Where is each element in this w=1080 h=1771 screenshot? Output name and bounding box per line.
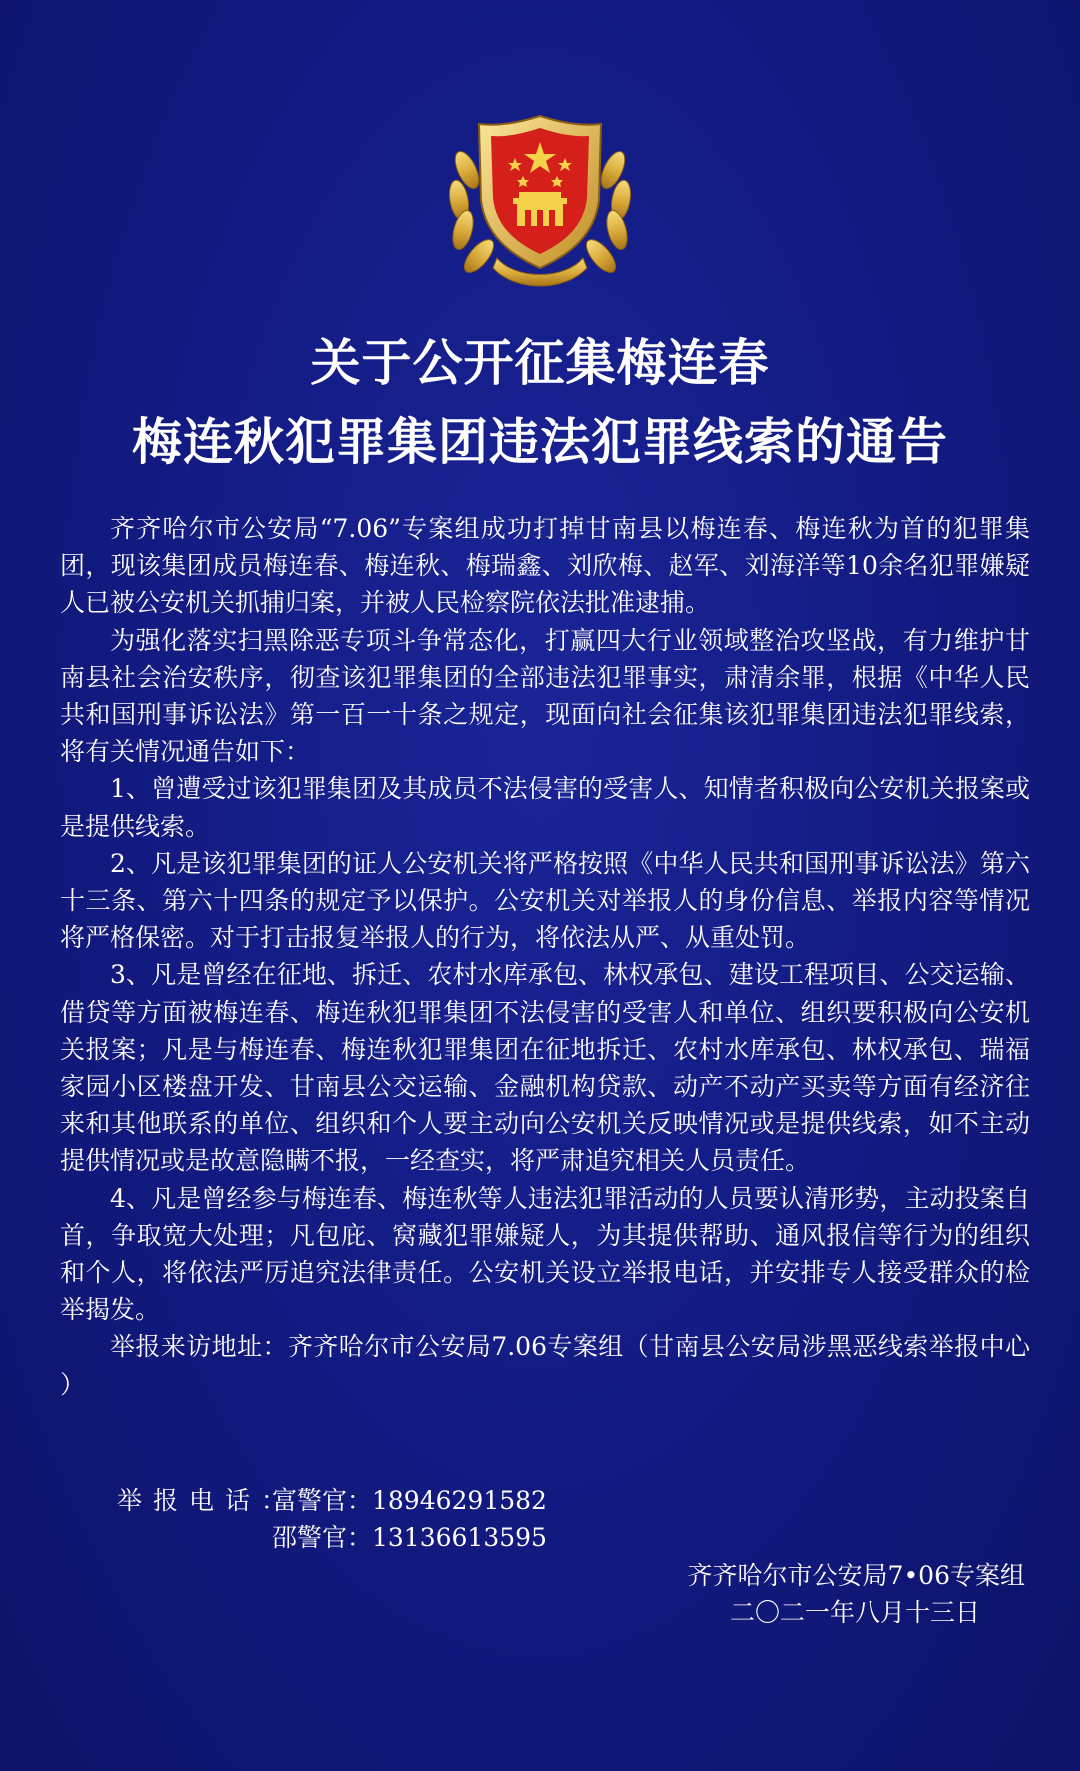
contact-line-2 xyxy=(60,1519,1040,1556)
paragraph-item-3: 3、凡是曾经在征地、拆迁、农村水库承包、林权承包、建设工程项目、公交运输、借贷等方面被梅连春、梅连秋犯罪集团不法侵害的受害人和单位、组织要积极向公安机关报案；凡是与梅连春、梅连秋犯罪集团在征地拆迁、农村水库承包、林权承包、瑞福家园小区楼盘开发、甘南县公交运输、金融机构贷款、动产不动产买卖等方面有经济往来和其他联系的单位、组织和个人要主动向公安机关反映情况或是提供线索，如不主动提供情况或是故意隐瞒不报，一经查实，将严肃追究相关人员责任。 xyxy=(60,960,1030,1176)
notice-title-line2: 梅连秋犯罪集团违法犯罪线索的通告 xyxy=(132,413,948,471)
phone-label: 举报电话： xyxy=(117,1486,298,1515)
paragraph-intro: 齐齐哈尔市公安局“7.06”专案组成功打掉甘南县以梅连春、梅连秋为首的犯罪集团，现该集团成员梅连春、梅连秋、梅瑞鑫、刘欣梅、赵军、刘海洋等10余名犯罪嫌疑人已被公安机关抓捕归案，并被人民检察院依法批准逮捕。 xyxy=(60,514,1030,618)
paragraph-item-1: 1、曾遭受过该犯罪集团及其成员不法侵害的受害人、知情者积极向公安机关报案或是提供线索。 xyxy=(60,774,1030,841)
notice-title-line1: 关于公开征集梅连春 xyxy=(310,334,770,392)
paragraph-item-2: 2、凡是该犯罪集团的证人公安机关将严格按照《中华人民共和国刑事诉讼法》第六十三条、第六十四条的规定予以保护。公安机关对举报人的身份信息、举报内容等情况将严格保密。对于打击报复举报人的行为，将依法从严、从重处罚。 xyxy=(60,848,1030,953)
paragraph-purpose: 为强化落实扫黑除恶专项斗争常态化，打赢四大行业领域整治攻坚战，有力维护甘南县社会治安秩序，彻查该犯罪集团的全部违法犯罪事实，肃清余罪，根据《中华人民共和国刑事诉讼法》第一百一十条之规定，现面向社会征集该犯罪集团违法犯罪线索，将有关情况通告如下： xyxy=(60,625,1030,767)
signature-date: 二〇二一年八月十三日 xyxy=(729,1598,980,1627)
contact-line-1 xyxy=(60,1482,1040,1519)
contact-officer-fu: 富警官：18946291582 xyxy=(272,1486,547,1515)
signature-org: 齐齐哈尔市公安局7•06专案组 xyxy=(687,1561,1025,1590)
police-emblem-icon xyxy=(445,108,635,293)
notice-body xyxy=(60,510,1030,1403)
paragraph-address: 举报来访地址：齐齐哈尔市公安局7.06专案组（甘南县公安局涉黑恶线索举报中心 ） xyxy=(60,1332,1030,1399)
contact-officer-shao: 邵警官：13136613595 xyxy=(272,1523,547,1552)
paragraph-item-4: 4、凡是曾经参与梅连春、梅连秋等人违法犯罪活动的人员要认清形势，主动投案自首，争取宽大处理；凡包庇、窝藏犯罪嫌疑人，为其提供帮助、通风报信等行为的组织和个人，将依法严厉追究法律责任。公安机关设立举报电话，并安排专人接受群众的检举揭发。 xyxy=(60,1183,1030,1325)
